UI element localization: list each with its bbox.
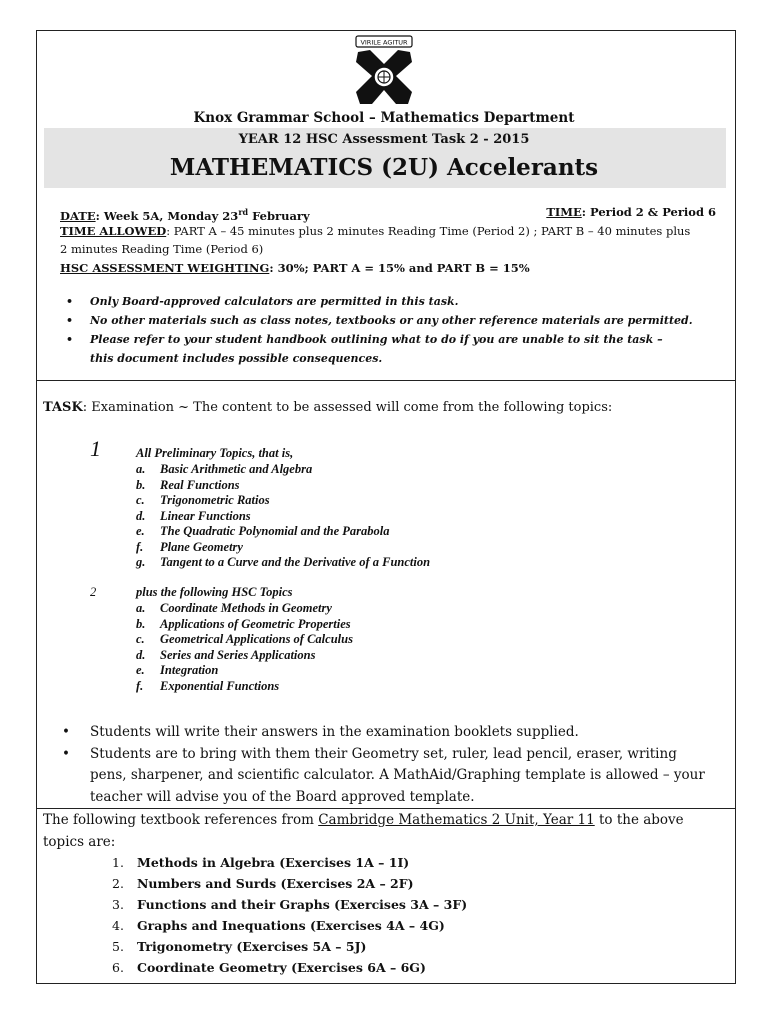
time-value: : Period 2 & Period 6 [581, 205, 716, 219]
time-allowed-row [60, 222, 720, 241]
textbook-title: Cambridge Mathematics 2 Unit, Year 11 [318, 812, 595, 828]
school-crest-logo [346, 34, 422, 108]
rule-item: • Only Board-approved calculators are permitted in this task. [60, 292, 730, 311]
list-item: a. Coordinate Methods in Geometry [136, 601, 332, 615]
instruction-item: • Students are to bring with them their Geometry set, ruler, lead pencil, eraser, writing pens, sharpener, and scientific calculator. A MathAid/Graphing template is allowed – your teacher will advise you of the Board approved template. [62, 744, 717, 809]
rule-item-continued: this document includes possible consequences. [90, 352, 383, 365]
school-name: Knox Grammar School – Mathematics Department [193, 110, 575, 126]
list-item: f. Exponential Functions [136, 678, 280, 693]
list-item: c. Trigonometric Ratios [136, 493, 270, 507]
date-label: DATE [60, 208, 96, 223]
list-item: d. Linear Functions [136, 508, 251, 523]
section-divider [36, 808, 736, 809]
list-item: 5. Trigonometry (Exercises 5A – 5J) [112, 939, 367, 954]
list-item: 6. Coordinate Geometry (Exercises 6A – 6G) [112, 960, 426, 975]
list-item: 2. Numbers and Surds (Exercises 2A – 2F) [112, 876, 414, 891]
weighting-row [60, 259, 720, 278]
section-divider [36, 380, 736, 381]
date-row [60, 203, 720, 222]
list-item: d. Series and Series Applications [136, 647, 316, 662]
weighting-value: : 30%; PART A = 15% and PART B = 15% [269, 260, 530, 275]
list-item: f. Plane Geometry [136, 539, 243, 554]
list-item: c. Geometrical Applications of Calculus [136, 632, 353, 646]
task-description [43, 400, 612, 415]
section-heading-2: plus the following HSC Topics [136, 585, 293, 599]
task-heading: YEAR 12 HSC Assessment Task 2 - 2015 [238, 132, 530, 147]
rule-item: • No other materials such as class notes, textbooks or any other reference materials are permitted. [60, 311, 730, 330]
hsc-topics-list [136, 601, 353, 694]
section-heading-1: All Preliminary Topics, that is, [136, 446, 294, 460]
student-instructions [62, 722, 717, 808]
textbook-references-intro: The following textbook references from Cambridge Mathematics 2 Unit, Year 11 to the above topics are: [43, 812, 684, 850]
exam-details [60, 203, 720, 277]
time-allowed-value-2: 2 minutes Reading Time (Period 6) [60, 242, 264, 256]
task-label: TASK [43, 400, 83, 415]
list-item: 4. Graphs and Inequations (Exercises 4A – 4G) [112, 918, 445, 933]
list-item: 1. Methods in Algebra (Exercises 1A – 1I) [112, 855, 410, 870]
date-suffix: rd [238, 207, 249, 217]
crest-motto: VIRILE AGITUR [360, 38, 408, 47]
list-item: e. Integration [136, 663, 219, 677]
weighting-label: HSC ASSESSMENT WEIGHTING [60, 260, 270, 275]
list-item: b. Real Functions [136, 477, 240, 492]
date-value: : Week 5A, Monday 23 [95, 208, 239, 223]
list-item: b. Applications of Geometric Properties [136, 616, 351, 631]
time-allowed-label: TIME ALLOWED [60, 223, 167, 238]
list-item: e. The Quadratic Polynomial and the Parabola [136, 524, 390, 538]
textbook-references-list [112, 852, 467, 978]
section-number-1: 1 [90, 436, 101, 461]
preliminary-topics-list [136, 462, 430, 571]
list-item: 3. Functions and their Graphs (Exercises 3A – 3F) [112, 897, 468, 912]
section-number-2: 2 [90, 585, 97, 599]
subject-title: MATHEMATICS (2U) Accelerants [169, 154, 599, 181]
task-text: : Examination ~ The content to be assessed will come from the following topics: [82, 400, 613, 415]
time-label: TIME [546, 205, 582, 219]
list-item: a. Basic Arithmetic and Algebra [136, 462, 313, 476]
exam-rules [60, 292, 730, 368]
list-item: g. Tangent to a Curve and the Derivative of a Function [136, 555, 431, 569]
time-allowed-row-2 [60, 240, 720, 259]
rule-item: • Please refer to your student handbook outlining what to do if you are unable to sit the task – [60, 330, 730, 349]
date-month: February [248, 208, 310, 223]
instruction-item: • Students will write their answers in the examination booklets supplied. [62, 722, 717, 744]
time-allowed-value: : PART A – 45 minutes plus 2 minutes Reading Time (Period 2) ; PART B – 40 minutes plus [166, 223, 691, 238]
